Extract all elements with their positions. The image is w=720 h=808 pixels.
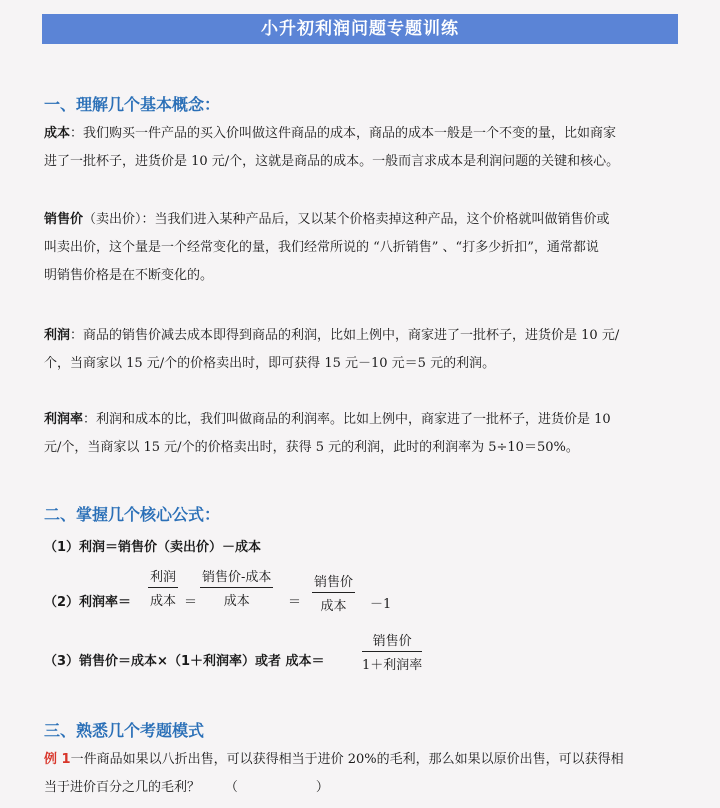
formula-2-fraction-1 — [148, 566, 178, 609]
formula-2-fraction-3 — [312, 571, 355, 614]
section1-heading: 一、理解几个基本概念： — [44, 95, 221, 114]
cost-text-line2: 进了一批杯子，进货价是 10 元/个，这就是商品的成本。一般而言求成本是利润问题的关键和核心。 — [44, 154, 620, 169]
fraction-4-numerator: 销售价 — [362, 630, 422, 652]
price-term: 销售价 — [44, 212, 84, 227]
rate-text-line2: 元/个，当商家以 15 元/个的价格卖出时，获得 5 元的利润，此时的利润率为 5÷10＝50%。 — [44, 440, 579, 455]
formula-3-fraction — [362, 630, 422, 673]
rate-paragraph — [44, 406, 684, 462]
fraction-3-numerator: 销售价 — [312, 571, 355, 593]
formula-1: （1）利润＝销售价（卖出价）－成本 — [44, 540, 262, 555]
profit-paragraph — [44, 322, 684, 378]
answer-blank: （ ） — [224, 780, 329, 795]
fraction-4-denominator: 1＋利润率 — [362, 658, 423, 673]
fraction-2-numerator: 销售价-成本 — [200, 566, 273, 588]
cost-term: 成本 — [44, 126, 71, 141]
section2-heading: 二、掌握几个核心公式： — [44, 505, 221, 524]
rate-text-line1: ：利润和成本的比，我们叫做商品的利润率。比如上例中，商家进了一批杯子，进货价是 10 — [83, 412, 611, 427]
price-text-line3: 明销售价格是在不断变化的。 — [44, 268, 214, 283]
example-1-line1: 一件商品如果以八折出售，可以获得相当于进价 20%的毛利，那么如果以原价出售，可以获得相 — [70, 752, 624, 767]
example-1-paragraph — [44, 746, 684, 802]
formula-2-label: （2）利润率＝ — [44, 595, 132, 610]
minus-one: －1 — [370, 597, 392, 612]
profit-text-line1: ：商品的销售价减去成本即得到商品的利润，比如上例中，商家进了一批杯子，进货价是 10 元/ — [70, 328, 620, 343]
page-banner-title: 小升初利润问题专题训练 — [42, 14, 678, 44]
formula-2-fraction-2 — [200, 566, 273, 609]
formula-3-label: （3）销售价＝成本×（1＋利润率）或者 成本＝ — [44, 654, 325, 669]
example-1-label: 例 1 — [44, 752, 71, 767]
equals-sign: ＝ — [184, 595, 198, 610]
example-1-line2: 当于进价百分之几的毛利？ — [44, 780, 201, 795]
price-text-line2: 叫卖出价，这个量是一个经常变化的量，我们经常所说的 “八折销售” 、“打多少折扣”，通常都说 — [44, 240, 599, 255]
profit-term: 利润 — [44, 328, 71, 343]
fraction-2-denominator: 成本 — [223, 594, 250, 609]
profit-text-line2: 个，当商家以 15 元/个的价格卖出时，即可获得 15 元－10 元＝5 元的利润。 — [44, 356, 496, 371]
section3-heading: 三、熟悉几个考题模式 — [44, 721, 205, 740]
price-text-line1: （卖出价）：当我们进入某种产品后，又以某个价格卖掉这种产品，这个价格就叫做销售价或 — [83, 212, 610, 227]
fraction-1-numerator: 利润 — [148, 566, 178, 588]
fraction-3-denominator: 成本 — [320, 599, 347, 614]
rate-term: 利润率 — [44, 412, 84, 427]
cost-paragraph — [44, 120, 684, 176]
price-paragraph — [44, 206, 684, 290]
equals-sign: ＝ — [288, 595, 302, 610]
fraction-1-denominator: 成本 — [150, 594, 177, 609]
cost-text-line1: ：我们购买一件产品的买入价叫做这件商品的成本，商品的成本一般是一个不变的量，比如商家 — [70, 126, 617, 141]
